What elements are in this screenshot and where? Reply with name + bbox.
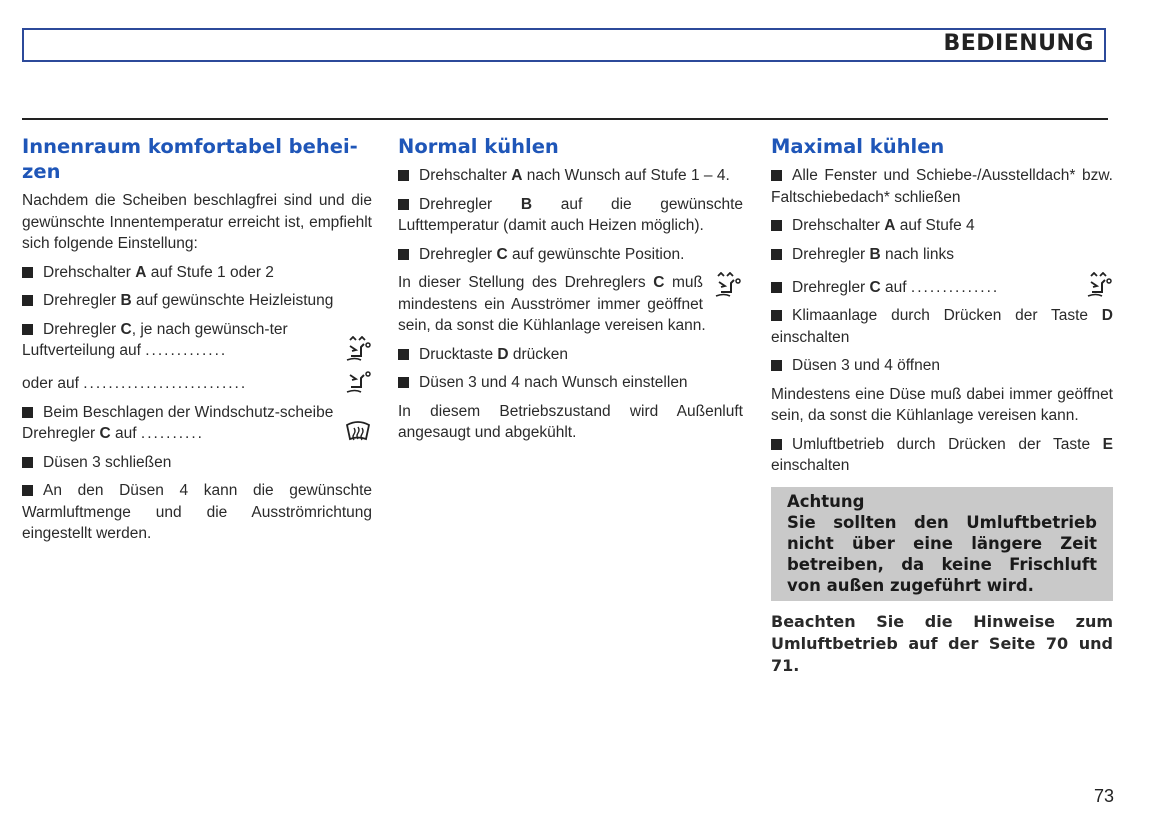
list-item: Düsen 3 schließen [22,452,372,474]
list-item: Umluftbetrieb durch Drücken der Taste E einschalten [771,434,1113,477]
list-item: Drucktaste D drücken [398,344,743,366]
warning-text: Sie sollten den Umluftbetrieb nicht über eine längere Zeit betreiben, da keine Frischluft von außen zugeführt wird. [787,512,1097,595]
page-number: 73 [1094,786,1115,806]
list-item: Düsen 3 und 4 öffnen [771,355,1113,377]
list-item: Drehregler C auf .............. [771,272,1113,298]
warning-title: Achtung [787,491,865,511]
divider-rule [22,118,1108,120]
list-item: Drehregler C, je nach gewünsch-ter Luftverteilung auf ............. [22,319,372,362]
list-item: Alle Fenster und Schiebe-/Ausstelldach* bzw. Faltschiebedach* schließen [771,165,1113,208]
info-paragraph: Mindestens eine Düse muß dabei immer geöffnet sein, da sonst die Kühlanlage vereisen kann. [771,385,1113,424]
list-item: Düsen 3 und 4 nach Wunsch einstellen [398,372,743,394]
column-heating [22,134,372,552]
heading-normal-cooling: Normal kühlen [398,135,559,158]
column-normal-cooling [398,134,743,451]
header-frame [22,28,1106,62]
column-max-cooling [771,134,1113,684]
vent-feet-defrost-icon [709,272,743,298]
info-paragraph: In diesem Betriebszustand wird Außenluft angesaugt und abgekühlt. [398,402,743,441]
vent-feet-defrost-icon [1085,272,1113,298]
warning-box [771,487,1113,601]
list-item: Drehschalter A auf Stufe 1 oder 2 [22,262,372,284]
vent-feet-defrost-icon [344,336,372,362]
list-item: Drehregler B nach links [771,244,1113,266]
list-item: Drehregler B auf gewünschte Heizleistung [22,290,372,312]
heading-max-cooling: Maximal kühlen [771,135,945,158]
intro-paragraph: Nachdem die Scheiben beschlagfrei sind und die gewünschte Innentemperatur erreicht ist, empfiehlt sich folgende Einstellung: [22,192,372,252]
info-paragraph: In dieser Stellung des Drehreglers C muß mindestens ein Ausströmer immer geöffnet sein, da sonst die Kühlanlage vereisen kann. [398,272,743,337]
list-item: Beim Beschlagen der Windschutz-scheibe Drehregler C auf .......... [22,402,372,445]
list-item: An den Düsen 4 kann die gewünschte Warmluftmenge und die Ausströmrichtung eingestellt werden. [22,480,372,545]
list-item-alt: oder auf .......................... [22,369,372,395]
list-item: Drehschalter A nach Wunsch auf Stufe 1 – 4. [398,165,743,187]
heading-heating: Innenraum komfortabel behei-zen [22,135,358,183]
note-paragraph: Beachten Sie die Hinweise zum Umluftbetrieb auf der Seite 70 und 71. [771,611,1113,675]
vent-feet-icon [344,369,372,395]
list-item: Drehschalter A auf Stufe 4 [771,215,1113,237]
windshield-defrost-icon [344,419,372,445]
section-title: BEDIENUNG [939,31,1098,56]
list-item: Klimaanlage durch Drücken der Taste D einschalten [771,305,1113,348]
list-item: Drehregler C auf gewünschte Position. [398,244,743,266]
list-item: Drehregler B auf die gewünschte Lufttemperatur (damit auch Heizen möglich). [398,194,743,237]
